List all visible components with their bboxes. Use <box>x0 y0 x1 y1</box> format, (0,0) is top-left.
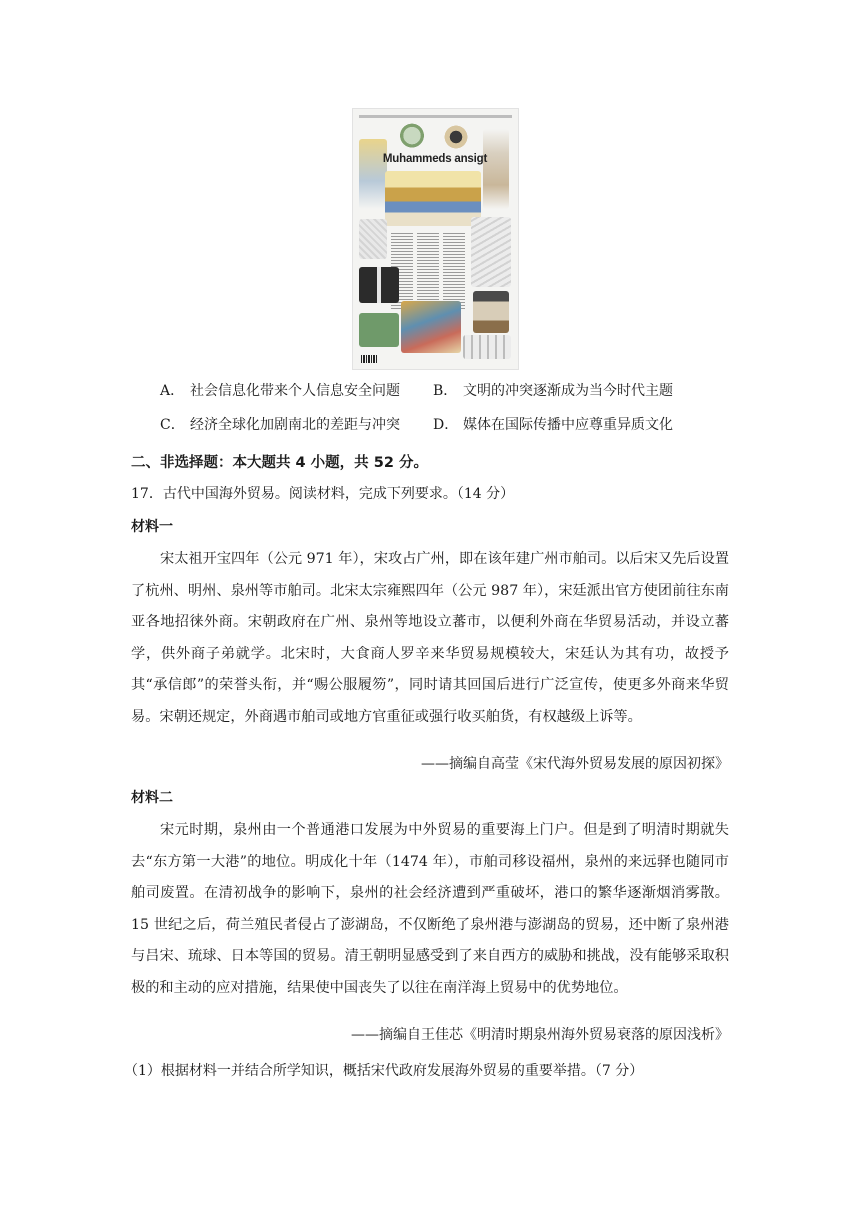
cartoon-women <box>359 267 399 303</box>
newspaper-headline: Muhammeds ansigt <box>382 153 488 165</box>
question-17-stem: 17．古代中国海外贸易。阅读材料，完成下列要求。（14 分） <box>131 486 515 502</box>
cartoon-group <box>385 171 481 226</box>
cartoon-figure-right <box>483 129 509 209</box>
material-2-text: 宋元时期，泉州由一个普通港口发展为中外贸易的重要海上门户。但是到了明清时期就失去“东方第一大港”的地位。明成化十年（1474 年），市舶司移设福州，泉州的来远驿也随同市舶司废置。在清初战争的影响下，泉州的社会经济遭到严重破坏，港口的繁华逐渐烟消雾散。15 世纪之后，荷兰殖民者侵占了澎湖岛，不仅断绝了泉州港与澎湖岛的贸易，还中断了泉州港与吕宋、琉球、日本等国的贸易。清王朝明显感受到了来自西方的威胁和挑战，没有能够采取积极的和主动的应对措施，结果使中国丧失了以往在南洋海上贸易中的优势地位。 <box>131 822 729 996</box>
masthead-rule <box>359 115 512 118</box>
material-2-source: ——摘编自王佳芯《明清时期泉州海外贸易衰落的原因浅析》 <box>351 1027 729 1043</box>
material-1-label: 材料一 <box>131 519 173 535</box>
cartoon-blackboard <box>359 313 399 347</box>
material-1-source: ——摘编自高莹《宋代海外贸易发展的原因初探》 <box>421 756 729 772</box>
option-a[interactable]: A． 社会信息化带来个人信息安全问题 <box>160 383 400 399</box>
article-column-3 <box>443 233 465 311</box>
cartoon-portrait-1 <box>397 123 427 151</box>
cartoon-crowd <box>401 301 461 353</box>
option-d[interactable]: D． 媒体在国际传播中应尊重异质文化 <box>433 417 673 433</box>
newspaper-cartoon-image <box>352 108 519 370</box>
cartoon-sketch-right <box>471 217 511 287</box>
cartoon-sketch-left <box>359 219 387 259</box>
option-b[interactable]: B． 文明的冲突逐渐成为当今时代主题 <box>433 383 673 399</box>
section-title: 二、非选择题：本大题共 4 小题，共 52 分。 <box>131 455 428 471</box>
material-2-label: 材料二 <box>131 790 173 806</box>
cartoon-lineup <box>463 335 511 359</box>
cartoon-figure-bomb <box>473 291 509 333</box>
option-c[interactable]: C． 经济全球化加剧南北的差距与冲突 <box>160 417 400 433</box>
cartoon-figure-left <box>359 139 387 209</box>
cartoon-portrait-2 <box>441 123 471 151</box>
barcode <box>361 355 377 363</box>
material-1-text: 宋太祖开宝四年（公元 971 年），宋攻占广州，即在该年建广州市舶司。以后宋又先后设置了杭州、明州、泉州等市舶司。北宋太宗雍熙四年（公元 987 年），宋廷派出官方使团前往东南亚各地招徕外商。宋朝政府在广州、泉州等地设立蕃市，以便利外商在华贸易活动，并设立蕃学，供外商子弟就学。北宋时，大食商人罗辛来华贸易规模较大，宋廷认为其有功，故授予其“承信郎”的荣誉头衔，并“赐公服履笏”，同时请其回国后进行广泛宣传，使更多外商来华贸易。宋朝还规定，外商遇市舶司或地方官重征或强行收买舶货，有权越级上诉等。 <box>131 551 729 725</box>
subquestion-1: （1）根据材料一并结合所学知识，概括宋代政府发展海外贸易的重要举措。（7 分） <box>124 1063 644 1079</box>
article-column-2 <box>417 233 439 311</box>
